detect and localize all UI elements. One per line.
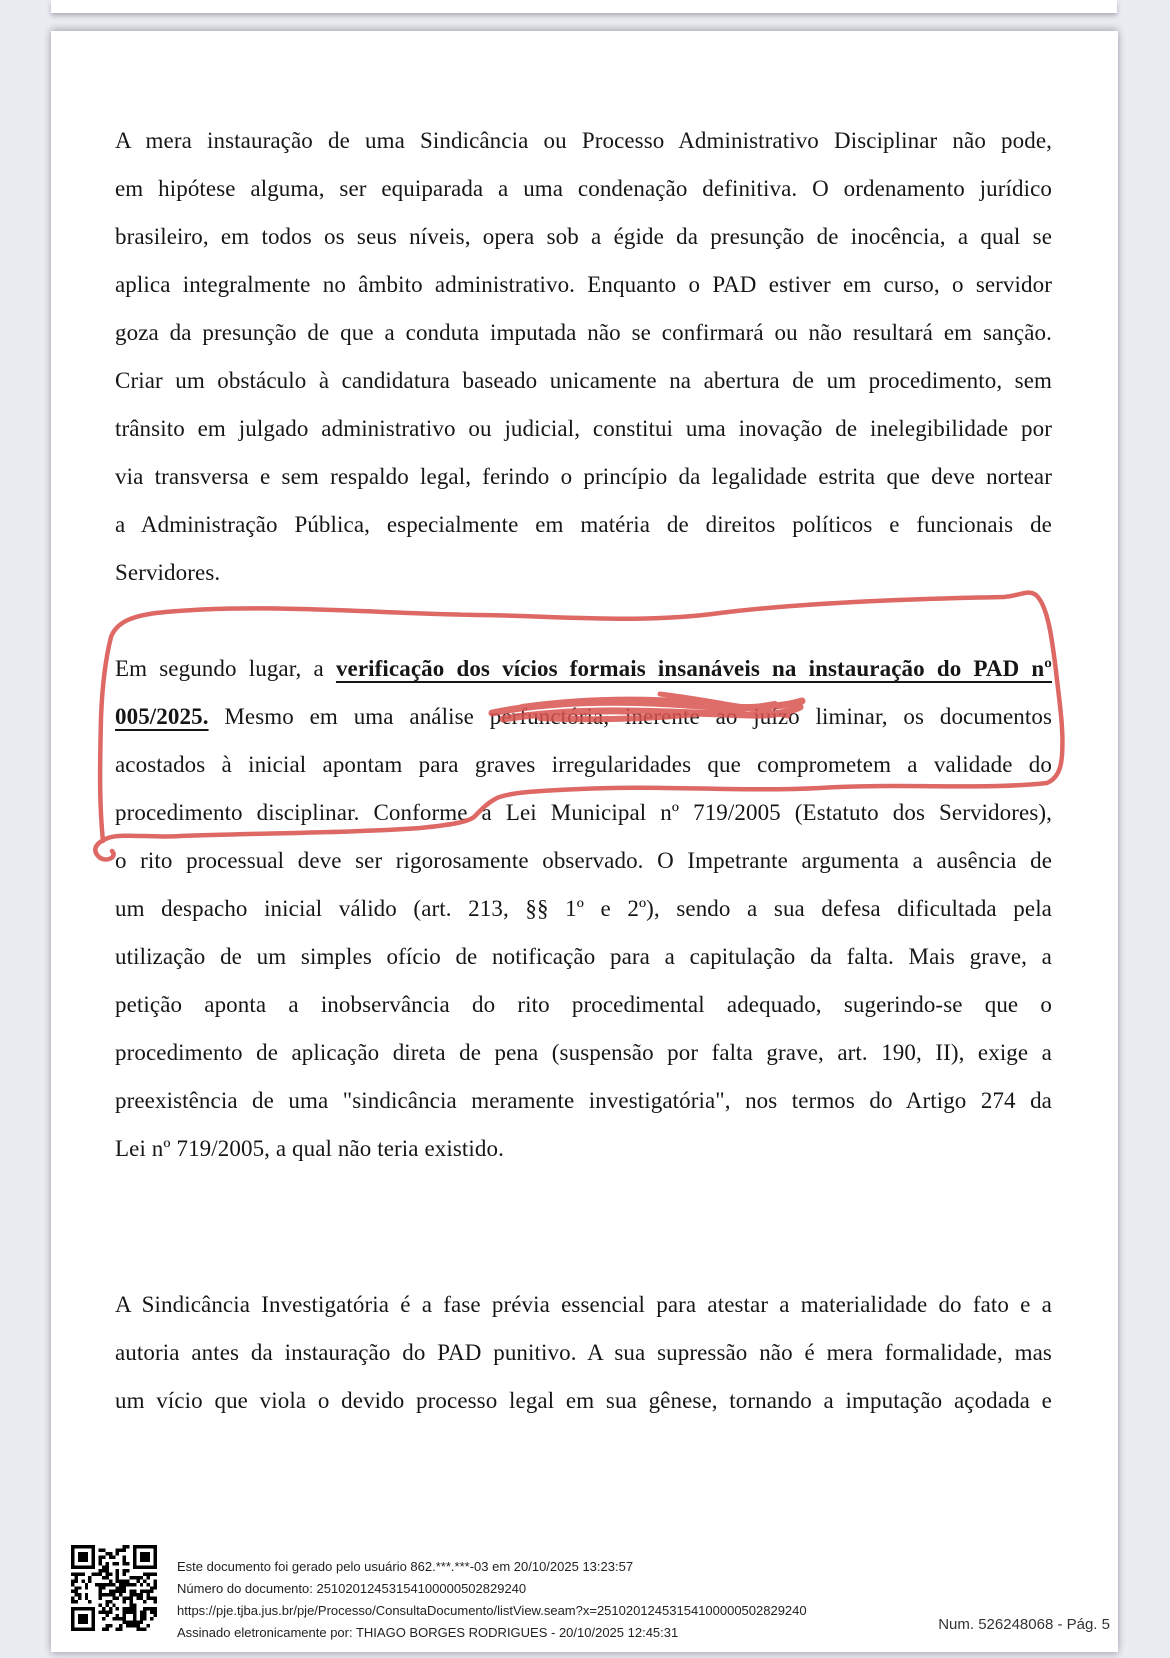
emphasized-underlined-text: verificação dos vícios formais insanáveis na instauração do PAD nº	[335, 656, 1052, 681]
text-segment: Mesmo em uma análise perfunctória, inerente ao juízo liminar, os documentos	[208, 704, 1052, 729]
text-segment: procedimento de aplicação direta de pena (suspensão por falta grave, art. 190, II), exige a	[115, 1040, 1052, 1065]
text-segment: brasileiro, em todos os seus níveis, opera sob a égide da presunção de inocência, a qual se	[115, 224, 1052, 249]
text-segment: um vício que viola o devido processo legal em sua gênese, tornando a imputação açodada e	[115, 1388, 1052, 1413]
text-segment: a Administração Pública, especialmente em matéria de direitos políticos e funcionais de	[115, 512, 1052, 537]
signature-line: Assinado eletronicamente por: THIAGO BORGES RODRIGUES - 20/10/2025 12:45:31	[177, 1625, 679, 1640]
text-segment: Criar um obstáculo à candidatura baseado unicamente na abertura de um procedimento, sem	[115, 368, 1052, 393]
qr-code	[71, 1545, 157, 1631]
page-number: Num. 526248068 - Pág. 5	[938, 1616, 1110, 1633]
text-segment: trânsito em julgado administrativo ou judicial, constitui uma inovação de inelegibilidade por	[115, 416, 1052, 441]
text-segment: aplica integralmente no âmbito administrativo. Enquanto o PAD estiver em curso, o servidor	[115, 272, 1052, 297]
text-segment: petição aponta a inobservância do rito procedimental adequado, sugerindo-se que o	[115, 992, 1052, 1017]
text-segment: o rito processual deve ser rigorosamente observado. O Impetrante argumenta a ausência de	[115, 848, 1052, 873]
text-segment: Em segundo lugar, a	[115, 656, 336, 681]
text-segment: utilização de um simples ofício de notificação para a capitulação da falta. Mais grave, a	[115, 944, 1052, 969]
document-number-line: Número do documento: 25102012453154100000502829240	[177, 1581, 527, 1596]
text-segment: um despacho inicial válido (art. 213, §§ 1º e 2º), sendo a sua defesa dificultada pela	[115, 896, 1052, 921]
text-segment: Servidores.	[115, 560, 221, 585]
text-segment: Lei nº 719/2005, a qual não teria existido.	[115, 1136, 504, 1161]
text-segment: acostados à inicial apontam para graves irregularidades que comprometem a validade do	[115, 752, 1052, 777]
text-segment: autoria antes da instauração do PAD punitivo. A sua supressão não é mera formalidade, mas	[115, 1340, 1052, 1365]
text-segment: goza da presunção de que a conduta imputada não se confirmará ou não resultará em sanção.	[115, 320, 1052, 345]
document-url-line: https://pje.tjba.jus.br/pje/Processo/ConsultaDocumento/listView.seam?x=25102012453154100000502829240	[177, 1603, 807, 1618]
text-segment: via transversa e sem respaldo legal, ferindo o princípio da legalidade estrita que deve nortear	[115, 464, 1052, 489]
emphasized-underlined-text: 005/2025.	[115, 704, 209, 729]
text-segment: preexistência de uma "sindicância meramente investigatória", nos termos do Artigo 274 da	[115, 1088, 1052, 1113]
text-segment: em hipótese alguma, ser equiparada a uma condenação definitiva. O ordenamento jurídico	[115, 176, 1052, 201]
text-segment: A Sindicância Investigatória é a fase prévia essencial para atestar a materialidade do fato e a	[115, 1292, 1052, 1317]
generated-by-line: Este documento foi gerado pelo usuário 862.***.***-03 em 20/10/2025 13:23:57	[177, 1559, 634, 1574]
text-segment: procedimento disciplinar. Conforme a Lei Municipal nº 719/2005 (Estatuto dos Servidores),	[115, 800, 1052, 825]
text-segment: A mera instauração de uma Sindicância ou Processo Administrativo Disciplinar não pode,	[115, 128, 1052, 153]
